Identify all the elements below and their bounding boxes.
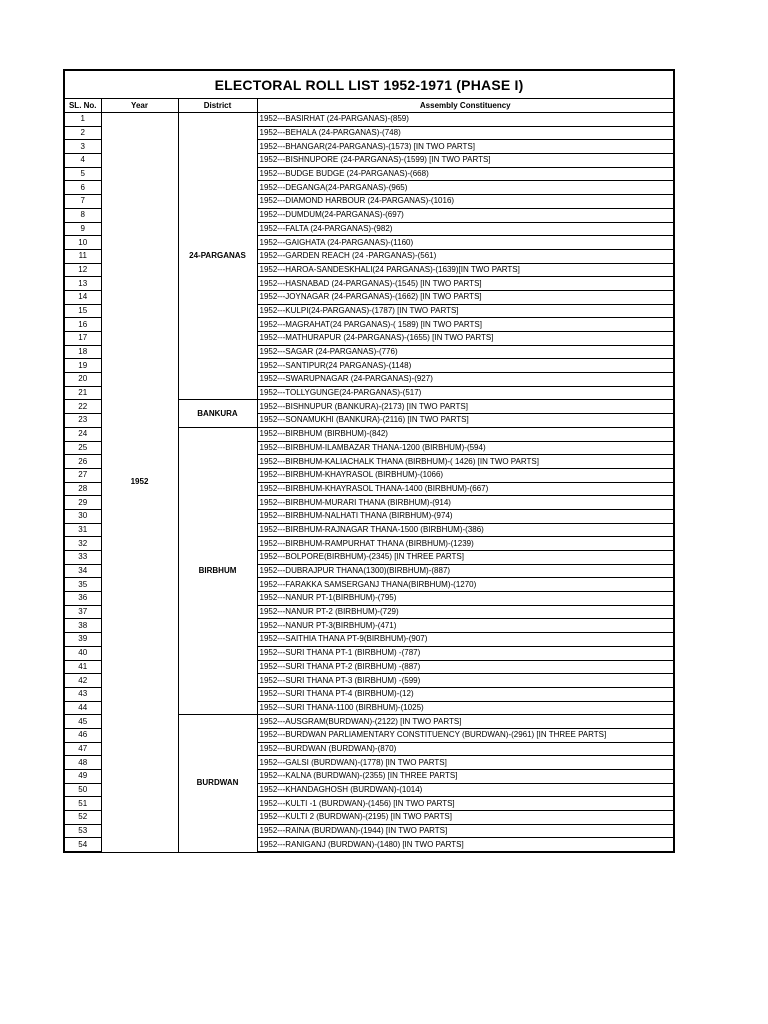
electoral-roll-table xyxy=(63,69,675,853)
header-assembly-constituency: Assembly Constituency xyxy=(257,99,674,113)
sl-no-cell: 19 xyxy=(64,359,101,373)
constituency-cell: 1952---DIAMOND HARBOUR (24-PARGANAS)-(1016) xyxy=(257,195,674,209)
constituency-cell: 1952---GARDEN REACH (24 -PARGANAS)-(561) xyxy=(257,249,674,263)
sl-no-cell: 17 xyxy=(64,332,101,346)
sl-no-cell: 6 xyxy=(64,181,101,195)
constituency-cell: 1952---BIRBHUM-MURARI THANA (BIRBHUM)-(914) xyxy=(257,496,674,510)
sl-no-cell: 45 xyxy=(64,715,101,729)
constituency-cell: 1952---BIRBHUM-KHAYRASOL (BIRBHUM)-(1066) xyxy=(257,468,674,482)
sl-no-cell: 4 xyxy=(64,154,101,168)
constituency-cell: 1952---FALTA (24-PARGANAS)-(982) xyxy=(257,222,674,236)
district-cell: BANKURA xyxy=(178,400,257,427)
constituency-cell: 1952---HASNABAD (24-PARGANAS)-(1545) [IN TWO PARTS] xyxy=(257,277,674,291)
sl-no-cell: 16 xyxy=(64,318,101,332)
sl-no-cell: 39 xyxy=(64,633,101,647)
constituency-cell: 1952---BIRBHUM-RAMPURHAT THANA (BIRBHUM)-(1239) xyxy=(257,537,674,551)
sl-no-cell: 29 xyxy=(64,496,101,510)
constituency-cell: 1952---HAROA-SANDESKHALI(24 PARGANAS)-(1639)[IN TWO PARTS] xyxy=(257,263,674,277)
constituency-cell: 1952---JOYNAGAR (24-PARGANAS)-(1662) [IN TWO PARTS] xyxy=(257,290,674,304)
constituency-cell: 1952---GALSI (BURDWAN)-(1778) [IN TWO PARTS] xyxy=(257,756,674,770)
sl-no-cell: 12 xyxy=(64,263,101,277)
constituency-cell: 1952---BIRBHUM-KHAYRASOL THANA-1400 (BIRBHUM)-(667) xyxy=(257,482,674,496)
constituency-cell: 1952---BURDWAN (BURDWAN)-(870) xyxy=(257,742,674,756)
header-sl-no: SL. No. xyxy=(64,99,101,113)
sl-no-cell: 42 xyxy=(64,674,101,688)
sl-no-cell: 14 xyxy=(64,290,101,304)
sl-no-cell: 33 xyxy=(64,551,101,565)
sl-no-cell: 3 xyxy=(64,140,101,154)
constituency-cell: 1952---RAINA (BURDWAN)-(1944) [IN TWO PARTS] xyxy=(257,824,674,838)
sl-no-cell: 15 xyxy=(64,304,101,318)
header-year: Year xyxy=(101,99,178,113)
constituency-cell: 1952---BASIRHAT (24-PARGANAS)-(859) xyxy=(257,113,674,127)
district-cell: BURDWAN xyxy=(178,715,257,852)
constituency-cell: 1952---TOLLYGUNGE(24-PARGANAS)-(517) xyxy=(257,386,674,400)
sl-no-cell: 40 xyxy=(64,646,101,660)
sl-no-cell: 9 xyxy=(64,222,101,236)
sl-no-cell: 1 xyxy=(64,113,101,127)
sl-no-cell: 47 xyxy=(64,742,101,756)
sl-no-cell: 20 xyxy=(64,373,101,387)
constituency-cell: 1952---BHANGAR(24-PARGANAS)-(1573) [IN TWO PARTS] xyxy=(257,140,674,154)
sl-no-cell: 10 xyxy=(64,236,101,250)
constituency-cell: 1952---SWARUPNAGAR (24-PARGANAS)-(927) xyxy=(257,373,674,387)
sl-no-cell: 26 xyxy=(64,455,101,469)
sl-no-cell: 13 xyxy=(64,277,101,291)
constituency-cell: 1952---BOLPORE(BIRBHUM)-(2345) [IN THREE PARTS] xyxy=(257,551,674,565)
sl-no-cell: 23 xyxy=(64,414,101,428)
constituency-cell: 1952---FARAKKA SAMSERGANJ THANA(BIRBHUM)-(1270) xyxy=(257,578,674,592)
constituency-cell: 1952---SAGAR (24-PARGANAS)-(776) xyxy=(257,345,674,359)
header-district: District xyxy=(178,99,257,113)
constituency-cell: 1952---AUSGRAM(BURDWAN)-(2122) [IN TWO PARTS] xyxy=(257,715,674,729)
sl-no-cell: 5 xyxy=(64,167,101,181)
sl-no-cell: 27 xyxy=(64,468,101,482)
sl-no-cell: 41 xyxy=(64,660,101,674)
sl-no-cell: 36 xyxy=(64,592,101,606)
sl-no-cell: 51 xyxy=(64,797,101,811)
sl-no-cell: 32 xyxy=(64,537,101,551)
sl-no-cell: 22 xyxy=(64,400,101,414)
constituency-cell: 1952---KULTI -1 (BURDWAN)-(1456) [IN TWO PARTS] xyxy=(257,797,674,811)
sl-no-cell: 31 xyxy=(64,523,101,537)
constituency-cell: 1952---SURI THANA PT-3 (BIRBHUM) -(599) xyxy=(257,674,674,688)
constituency-cell: 1952---BIRBHUM-ILAMBAZAR THANA-1200 (BIRBHUM)-(594) xyxy=(257,441,674,455)
sl-no-cell: 49 xyxy=(64,770,101,784)
table-row xyxy=(64,113,674,127)
sl-no-cell: 38 xyxy=(64,619,101,633)
constituency-cell: 1952---KHANDAGHOSH (BURDWAN)-(1014) xyxy=(257,783,674,797)
constituency-cell: 1952---BUDGE BUDGE (24-PARGANAS)-(668) xyxy=(257,167,674,181)
constituency-cell: 1952---BEHALA (24-PARGANAS)-(748) xyxy=(257,126,674,140)
constituency-cell: 1952---SAITHIA THANA PT-9(BIRBHUM)-(907) xyxy=(257,633,674,647)
sl-no-cell: 8 xyxy=(64,208,101,222)
constituency-cell: 1952---NANUR PT-2 (BIRBHUM)-(729) xyxy=(257,605,674,619)
sl-no-cell: 34 xyxy=(64,564,101,578)
sl-no-cell: 53 xyxy=(64,824,101,838)
sl-no-cell: 35 xyxy=(64,578,101,592)
sl-no-cell: 18 xyxy=(64,345,101,359)
constituency-cell: 1952---BISHNUPUR (BANKURA)-(2173) [IN TWO PARTS] xyxy=(257,400,674,414)
constituency-cell: 1952---GAIGHATA (24-PARGANAS)-(1160) xyxy=(257,236,674,250)
electoral-roll-sheet xyxy=(63,69,673,853)
constituency-cell: 1952---DEGANGA(24-PARGANAS)-(965) xyxy=(257,181,674,195)
sl-no-cell: 11 xyxy=(64,249,101,263)
constituency-cell: 1952---SONAMUKHI (BANKURA)-(2116) [IN TWO PARTS] xyxy=(257,414,674,428)
constituency-cell: 1952---SANTIPUR(24 PARGANAS)-(1148) xyxy=(257,359,674,373)
sl-no-cell: 21 xyxy=(64,386,101,400)
sl-no-cell: 37 xyxy=(64,605,101,619)
constituency-cell: 1952---BIRBHUM (BIRBHUM)-(842) xyxy=(257,427,674,441)
sl-no-cell: 28 xyxy=(64,482,101,496)
constituency-cell: 1952---KULTI 2 (BURDWAN)-(2195) [IN TWO PARTS] xyxy=(257,811,674,825)
constituency-cell: 1952---DUMDUM(24-PARGANAS)-(697) xyxy=(257,208,674,222)
sl-no-cell: 24 xyxy=(64,427,101,441)
constituency-cell: 1952---BURDWAN PARLIAMENTARY CONSTITUENCY (BURDWAN)-(2961) [IN THREE PARTS] xyxy=(257,728,674,742)
constituency-cell: 1952---NANUR PT-3(BIRBHUM)-(471) xyxy=(257,619,674,633)
constituency-cell: 1952---BIRBHUM-NALHATI THANA (BIRBHUM)-(974) xyxy=(257,509,674,523)
constituency-cell: 1952---MATHURAPUR (24-PARGANAS)-(1655) [IN TWO PARTS] xyxy=(257,332,674,346)
constituency-cell: 1952---BIRBHUM-KALIACHALK THANA (BIRBHUM)-( 1426) [IN TWO PARTS] xyxy=(257,455,674,469)
constituency-cell: 1952---KALNA (BURDWAN)-(2355) [IN THREE PARTS] xyxy=(257,770,674,784)
year-cell: 1952 xyxy=(101,113,178,853)
constituency-cell: 1952---SURI THANA-1100 (BIRBHUM)-(1025) xyxy=(257,701,674,715)
sl-no-cell: 7 xyxy=(64,195,101,209)
constituency-cell: 1952---BISHNUPORE (24-PARGANAS)-(1599) [IN TWO PARTS] xyxy=(257,154,674,168)
header-row xyxy=(64,99,674,113)
sl-no-cell: 43 xyxy=(64,687,101,701)
constituency-cell: 1952---BIRBHUM-RAJNAGAR THANA-1500 (BIRBHUM)-(386) xyxy=(257,523,674,537)
constituency-cell: 1952---RANIGANJ (BURDWAN)-(1480) [IN TWO PARTS] xyxy=(257,838,674,852)
district-cell: BIRBHUM xyxy=(178,427,257,714)
constituency-cell: 1952---KULPI(24-PARGANAS)-(1787) [IN TWO PARTS] xyxy=(257,304,674,318)
constituency-cell: 1952---SURI THANA PT-2 (BIRBHUM) -(887) xyxy=(257,660,674,674)
constituency-cell: 1952---SURI THANA PT-4 (BIRBHUM)-(12) xyxy=(257,687,674,701)
constituency-cell: 1952---DUBRAJPUR THANA(1300)(BIRBHUM)-(887) xyxy=(257,564,674,578)
constituency-cell: 1952---MAGRAHAT(24 PARGANAS)-( 1589) [IN TWO PARTS] xyxy=(257,318,674,332)
sl-no-cell: 2 xyxy=(64,126,101,140)
constituency-cell: 1952---NANUR PT-1(BIRBHUM)-(795) xyxy=(257,592,674,606)
sl-no-cell: 44 xyxy=(64,701,101,715)
sl-no-cell: 30 xyxy=(64,509,101,523)
table-body xyxy=(64,113,674,853)
sl-no-cell: 52 xyxy=(64,811,101,825)
constituency-cell: 1952---SURI THANA PT-1 (BIRBHUM) -(787) xyxy=(257,646,674,660)
sl-no-cell: 25 xyxy=(64,441,101,455)
district-cell: 24-PARGANAS xyxy=(178,113,257,400)
sl-no-cell: 48 xyxy=(64,756,101,770)
table-title: ELECTORAL ROLL LIST 1952-1971 (PHASE I) xyxy=(64,70,674,99)
sl-no-cell: 54 xyxy=(64,838,101,852)
sl-no-cell: 46 xyxy=(64,728,101,742)
sl-no-cell: 50 xyxy=(64,783,101,797)
